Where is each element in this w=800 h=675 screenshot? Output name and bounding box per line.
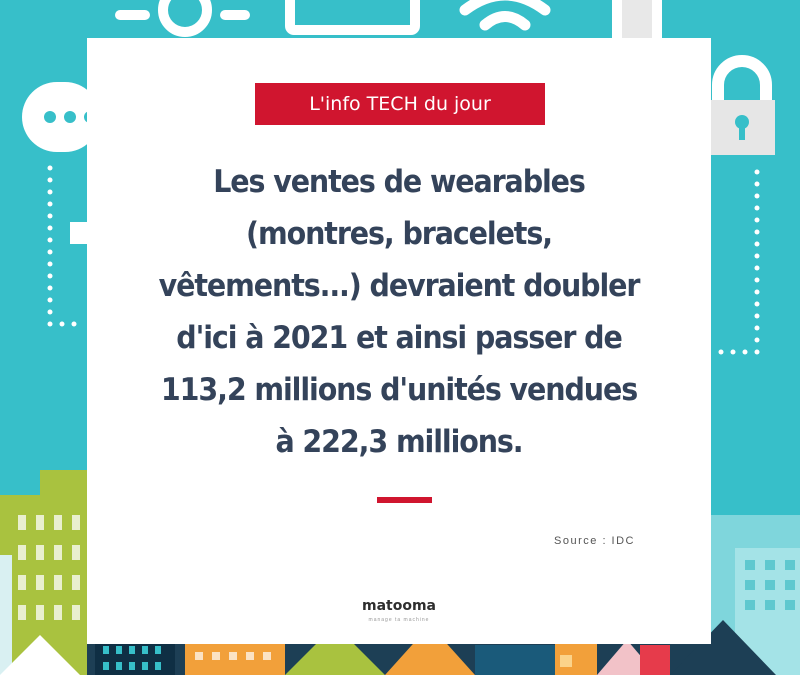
wifi-icon bbox=[465, 0, 545, 25]
dotted-line-right bbox=[719, 170, 760, 355]
lightbulb-icon bbox=[120, 0, 245, 32]
small-box bbox=[70, 222, 88, 244]
dotted-line bbox=[48, 166, 79, 327]
logo-tagline: manage ta machine bbox=[368, 617, 430, 623]
monitor-icon bbox=[290, 0, 415, 30]
source-text: Source : IDC bbox=[554, 535, 635, 547]
padlock-icon bbox=[710, 61, 775, 155]
matooma-logo: matooma bbox=[362, 598, 436, 614]
headline: Les ventes de wearables (montres, bracelets, vêtements...) devraient doubler d'ici à 2021 et ainsi passer de 113,2 millions d'unités vendues à 222,3 millions. bbox=[158, 164, 640, 460]
divider bbox=[377, 497, 432, 503]
header-badge: L'info TECH du jour bbox=[255, 83, 545, 125]
phone-icon bbox=[612, 0, 662, 38]
content-card bbox=[87, 38, 711, 644]
